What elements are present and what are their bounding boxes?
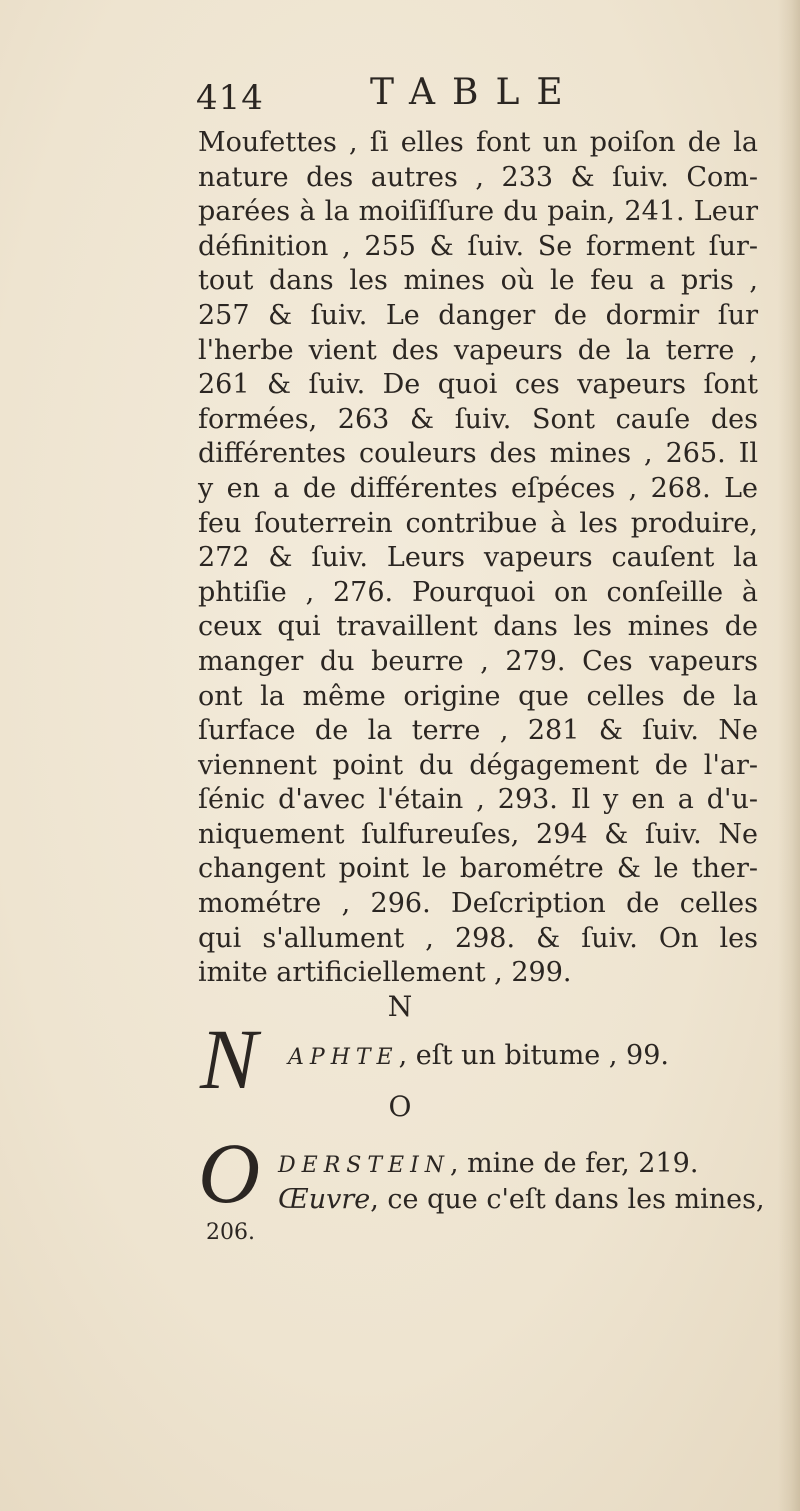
text-line: formées, 263 & ſuiv. Sont cauſe des — [198, 403, 758, 435]
entry-oeuvre-headword: Œuvre — [278, 1184, 371, 1215]
text-line: parées à la moiſiſſure du pain, 241. Leur — [198, 196, 758, 228]
text-line: différentes couleurs des mines , 265. Il — [198, 438, 758, 470]
section-letter-n: N — [387, 990, 413, 1023]
entry-naphte-line — [288, 1040, 669, 1071]
running-title: TABLE — [370, 72, 580, 113]
text-line: 257 & ſuiv. Le danger de dormir ſur — [198, 299, 758, 331]
section-letter-o: O — [388, 1090, 412, 1123]
text-line: 261 & ſuiv. De quoi ces vapeurs ſont — [198, 369, 758, 401]
text-line: mométre , 296. Deſcription de celles — [198, 888, 758, 920]
entry-oeuvre-text: , ce que c'eſt dans les mines, — [370, 1184, 765, 1215]
text-line: niquement ſulfureuſes, 294 & ſuiv. Ne — [198, 818, 758, 850]
page-header — [196, 72, 616, 122]
text-line: tout dans les mines où le feu a pris , — [198, 265, 758, 297]
text-line: ſurface de la terre , 281 & ſuiv. Ne — [198, 715, 758, 747]
text-line: viennent point du dégagement de l'ar- — [198, 749, 758, 781]
text-line: feu ſouterrein contribue à les produire, — [198, 507, 758, 539]
text-line: ceux qui travaillent dans les mines de — [198, 611, 758, 643]
entry-oderstein-text: , mine de fer, 219. — [450, 1148, 699, 1179]
text-line: Moufettes , ſi elles font un poiſon de la — [198, 127, 758, 158]
entry-oeuvre-line — [278, 1184, 765, 1215]
text-line: 272 & ſuiv. Leurs vapeurs cauſent la — [198, 542, 758, 574]
headword-rest: DERSTEIN — [278, 1153, 451, 1178]
text-line: qui s'allument , 298. & ſuiv. On les — [198, 922, 758, 954]
text-line: phtiſie , 276. Pourquoi on conſeille à — [198, 576, 758, 608]
drop-cap-n: N — [200, 1011, 258, 1107]
entry-moufettes — [198, 126, 758, 991]
text-line: manger du beurre , 279. Ces vapeurs — [198, 645, 758, 677]
entry-oderstein-line-1 — [278, 1148, 698, 1179]
text-line: ont la même origine que celles de la — [198, 680, 758, 712]
text-line: y en a de différentes eſpéces , 268. Le — [198, 472, 758, 504]
entry-oderstein — [198, 1125, 765, 1276]
entry-naphte — [198, 1011, 758, 1107]
entry-naphte-text: , eſt un bitume , 99. — [398, 1040, 669, 1071]
page-edge-shadow — [778, 0, 800, 1511]
text-line: changent point le barométre & le ther- — [198, 853, 758, 885]
text-line: ſénic d'avec l'étain , 293. Il y en a d'u- — [198, 784, 758, 816]
text-line: définition , 255 & ſuiv. Se forment ſur- — [198, 230, 758, 262]
text-line: nature des autres , 233 & ſuiv. Com- — [198, 161, 758, 193]
page-number: 414 — [196, 78, 264, 118]
text-line: l'herbe vient des vapeurs de la terre , — [198, 334, 758, 366]
text-line: imite artificiellement , 299. — [198, 957, 572, 989]
drop-cap-o: O — [198, 1125, 261, 1221]
headword-rest: APHTE — [288, 1045, 399, 1070]
entry-oeuvre-page: 206. — [206, 1220, 255, 1245]
